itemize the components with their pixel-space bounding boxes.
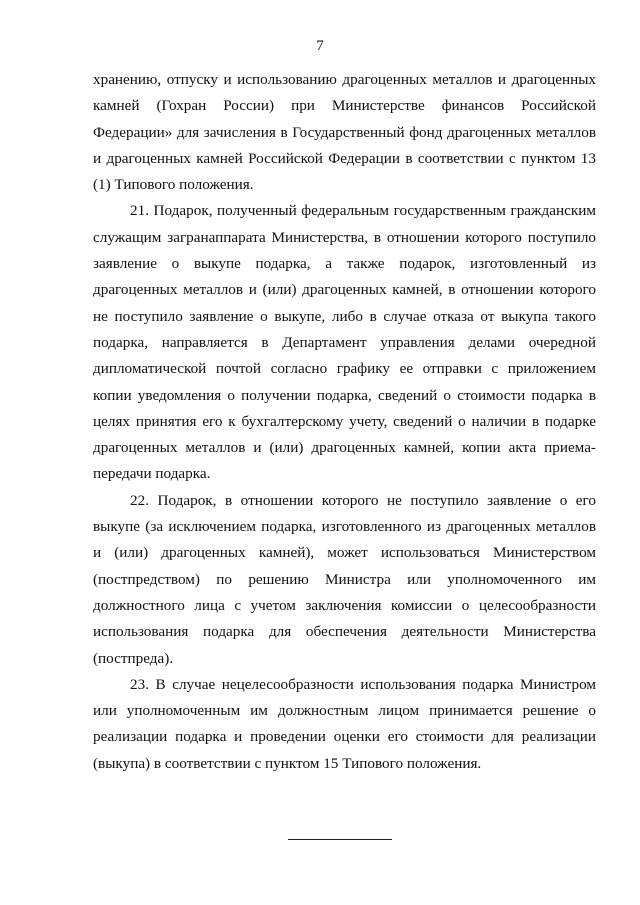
end-separator-line [288, 839, 392, 840]
document-body [93, 67, 596, 777]
paragraph-22: 22. Подарок, в отношении которого не поступило заявление о его выкупе (за исключением подарка, изготовленного из драгоценных металлов и (или) драгоценных камней), может использоваться Министерством (постпредством) по решению Министра или уполномоченного им должностного лица с учетом заключения комиссии о целесообразности использования подарка для обеспечения деятельности Министерства (постпреда). [93, 491, 596, 667]
page-number: 7 [316, 38, 324, 54]
paragraph-21: 21. Подарок, полученный федеральным государственным гражданским служащим загранаппарата Министерства, в отношении которого поступило заявление о выкупе подарка, а также подарок, изготовленный из драгоценных металлов и (или) драгоценных камней, в отношении которого не поступило заявление о выкупе, либо в случае отказа от выкупа такого подарка, направляется в Департамент управления делами очередной дипломатической почтой согласно графику ее отправки с приложением копии уведомления о получении подарка, сведений о стоимости подарка в целях принятия его к бухгалтерскому учету, сведений о наличии в подарке драгоценных металлов и (или) драгоценных камней, копии акта приема-передачи подарка. [93, 202, 596, 483]
paragraph-continuation: хранению, отпуску и использованию драгоценных металлов и драгоценных камней (Гохран России) при Министерстве финансов Российской Федерации» для зачисления в Государственный фонд драгоценных металлов и драгоценных камней Российской Федерации в соответствии с пунктом 13 (1) Типового положения. [93, 71, 596, 194]
paragraph-23: 23. В случае нецелесообразности использования подарка Министром или уполномоченным им должностным лицом принимается решение о реализации подарка и проведении оценки его стоимости для реализации (выкупа) в соответствии с пунктом 15 Типового положения. [93, 675, 596, 772]
